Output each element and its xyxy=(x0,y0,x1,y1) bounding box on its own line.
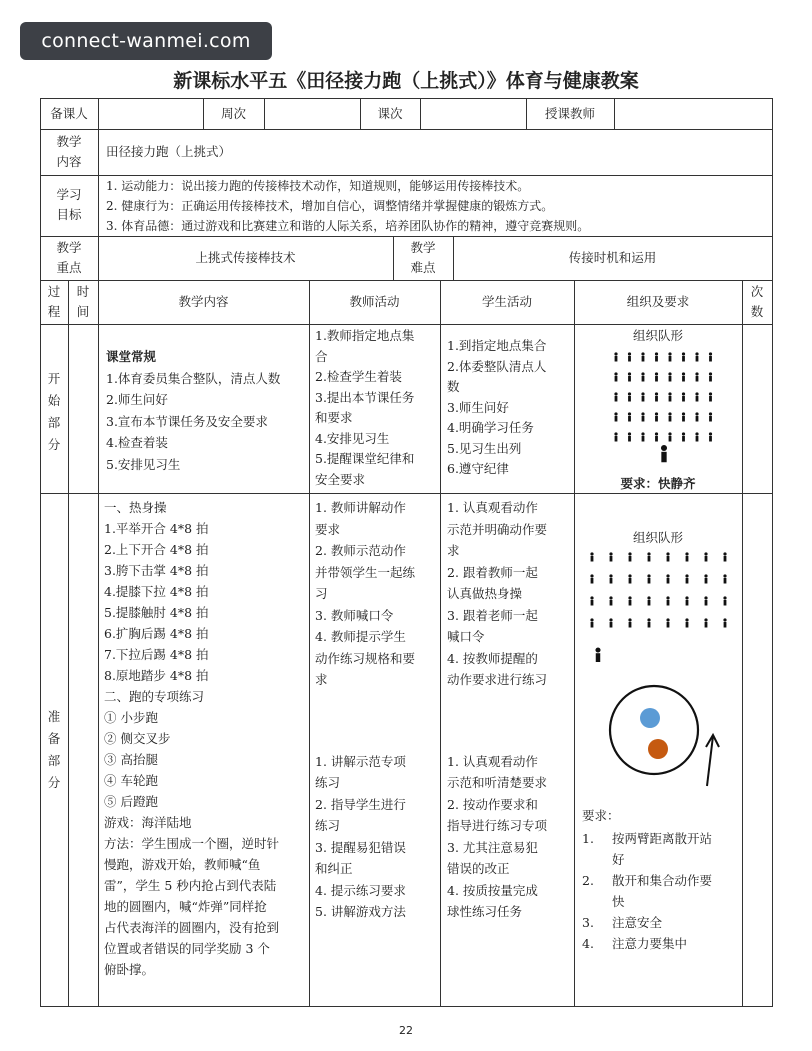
student-icon xyxy=(682,432,685,441)
lesson-label: 课次 xyxy=(377,106,403,121)
student-icon xyxy=(655,412,658,421)
student-icon xyxy=(641,392,644,401)
student-icon xyxy=(723,618,726,627)
student-icon xyxy=(614,432,617,441)
student-icon xyxy=(709,392,712,401)
col-time: 时 间 xyxy=(76,284,90,319)
student-icon xyxy=(655,392,658,401)
student-icon xyxy=(647,618,650,627)
prep-org-title: 组织队形 xyxy=(632,530,683,545)
student-icon xyxy=(641,432,644,441)
teacher-icon xyxy=(661,445,667,462)
requirement-item: 1. 按两臂距离散开站 好 xyxy=(582,831,713,867)
student-icon xyxy=(723,596,726,605)
col-count: 次 数 xyxy=(750,284,764,319)
student-icon xyxy=(682,392,685,401)
requirement-item: 3. 注意安全 xyxy=(582,915,663,930)
student-icon xyxy=(695,372,698,381)
student-icon xyxy=(590,596,593,605)
start-student-activities: 1.到指定地点集合 2.体委整队清点人 数 3.师生问好 4.明确学习任务 5.见习生出列 6.遵守纪律 xyxy=(447,338,547,476)
content-value: 田径接力跑（上挑式） xyxy=(106,144,232,159)
student-icon xyxy=(655,352,658,361)
prep-section-label: 准 备 部 分 xyxy=(47,709,61,790)
prep-requirements-list xyxy=(582,828,742,954)
col-organization: 组织及要求 xyxy=(626,294,690,309)
student-icon xyxy=(685,574,688,583)
week-label: 周次 xyxy=(220,106,246,121)
student-icon xyxy=(609,552,612,561)
goal-item: 1. 运动能力：说出接力跑的传接棒技术动作，知道规则，能够运用传接棒技术。 xyxy=(106,179,530,193)
game-circle-diagram xyxy=(574,680,742,800)
student-icon xyxy=(590,552,593,561)
start-org-requirement: 要求：快静齐 xyxy=(620,476,696,491)
student-icon xyxy=(668,372,671,381)
student-icon xyxy=(628,352,631,361)
col-teacher: 教师活动 xyxy=(349,294,400,309)
student-icon xyxy=(628,392,631,401)
student-icon xyxy=(709,352,712,361)
student-icon xyxy=(609,618,612,627)
student-icon xyxy=(614,392,617,401)
col-process: 过 程 xyxy=(47,284,61,319)
teacher-icon xyxy=(595,647,600,662)
prep-student-activities: 1. 认真观看动作 示范并明确动作要 求 2. 跟着教师一起 认真做热身操 3. 跟着老师一起 喊口令 4. 按教师提醒的 动作要求进行练习 1. 认真观看动作 示范和听清楚要求 2. 按动作要求和 指导进行练习专项 3. 尤其注意易犯 错误的改正 4. 按质按量完成 球性练习任务 xyxy=(447,500,548,919)
student-icon xyxy=(590,574,593,583)
col-content: 教学内容 xyxy=(178,294,229,309)
student-icon xyxy=(590,618,593,627)
student-icon xyxy=(709,372,712,381)
content-label: 教学 内容 xyxy=(56,134,82,169)
student-icon xyxy=(666,574,669,583)
student-icon xyxy=(695,432,698,441)
student-icon xyxy=(704,552,707,561)
student-icon xyxy=(682,372,685,381)
goal-item: 3. 体育品德：通过游戏和比赛建立和谐的人际关系，培养团队协作的精神，遵守竞赛规则。 xyxy=(106,219,590,233)
student-icon xyxy=(668,412,671,421)
key-points-label: 教学 重点 xyxy=(56,240,82,275)
difficulty-label: 教学 难点 xyxy=(410,240,436,275)
student-icon xyxy=(709,412,712,421)
student-icon xyxy=(655,432,658,441)
student-icon xyxy=(609,596,612,605)
student-icon xyxy=(723,574,726,583)
requirement-item: 4. 注意力要集中 xyxy=(582,936,688,951)
student-icon xyxy=(641,412,644,421)
student-icon xyxy=(682,412,685,421)
prep-requirements-title: 要求： xyxy=(582,808,620,823)
student-icon xyxy=(682,352,685,361)
teacher-label: 授课教师 xyxy=(544,106,595,121)
student-icon xyxy=(695,412,698,421)
student-icon xyxy=(628,596,631,605)
student-icon xyxy=(647,552,650,561)
start-content: 课堂常规 1.体育委员集合整队，清点人数 2.师生问好 3.宣布本节课任务及安全要求 4.检查着装 5.安排见习生 xyxy=(106,346,280,475)
student-icon xyxy=(628,618,631,627)
student-icon xyxy=(655,372,658,381)
student-icon xyxy=(614,412,617,421)
prep-formation-diagram xyxy=(574,548,742,668)
col-student: 学生活动 xyxy=(481,294,532,309)
student-icon xyxy=(666,552,669,561)
student-icon xyxy=(609,574,612,583)
start-section-label: 开 始 部 分 xyxy=(47,371,61,452)
page-title: 新课标水平五《田径接力跑（上挑式）》体育与健康教案 xyxy=(173,70,639,92)
student-icon xyxy=(666,596,669,605)
student-icon xyxy=(647,574,650,583)
student-icon xyxy=(709,432,712,441)
student-icon xyxy=(628,432,631,441)
student-icon xyxy=(647,596,650,605)
requirement-item: 2. 散开和集合动作要 快 xyxy=(582,873,713,909)
student-icon xyxy=(668,352,671,361)
page-number: 22 xyxy=(399,1024,413,1037)
preparer-label: 备课人 xyxy=(50,106,88,121)
student-icon xyxy=(704,574,707,583)
student-icon xyxy=(628,552,631,561)
student-icon xyxy=(628,412,631,421)
student-icon xyxy=(685,618,688,627)
student-icon xyxy=(704,618,707,627)
prep-teacher-activities: 1. 教师讲解动作 要求 2. 教师示范动作 并带领学生一起练 习 3. 教师喊口令 4. 教师提示学生 动作练习规格和要 求 1. 讲解示范专项 练习 2. 指导学生进行 练习 3. 提醒易犯错误 和纠正 4. 提示练习要求 5. 讲解游戏方法 xyxy=(315,500,416,919)
student-icon xyxy=(628,574,631,583)
goals-list xyxy=(106,176,589,236)
student-icon xyxy=(668,392,671,401)
game-outer-circle xyxy=(610,686,698,774)
student-icon xyxy=(641,372,644,381)
start-org-title: 组织队形 xyxy=(632,328,683,343)
student-icon xyxy=(614,352,617,361)
start-formation-diagram xyxy=(574,344,742,468)
student-icon xyxy=(628,372,631,381)
land-circle-blue xyxy=(640,708,660,728)
student-icon xyxy=(695,392,698,401)
student-icon xyxy=(685,552,688,561)
start-teacher-activities: 1.教师指定地点集 合 2.检查学生着装 3.提出本节课任务 和要求 4.安排见习生 5.提醒课堂纪律和 安全要求 xyxy=(315,328,415,487)
student-icon xyxy=(614,372,617,381)
student-icon xyxy=(723,552,726,561)
key-points-value: 上挑式传接棒技术 xyxy=(195,250,296,265)
start-content-heading: 课堂常规 xyxy=(106,349,157,364)
student-icon xyxy=(666,618,669,627)
difficulty-value: 传接时机和运用 xyxy=(568,250,657,265)
student-icon xyxy=(704,596,707,605)
goals-label: 学习 目标 xyxy=(56,187,82,222)
student-icon xyxy=(685,596,688,605)
student-icon xyxy=(641,352,644,361)
watermark: connect-wanmei.com xyxy=(20,22,272,60)
prep-content: 一、热身操 1.平举开合 4*8 拍 2.上下开合 4*8 拍 3.胯下击掌 4*8 拍 4.提膝下拉 4*8 拍 5.提膝触肘 4*8 拍 6.扩胸后踢 4*8 拍 7.下拉后踢 4*8 拍 8.原地踏步 4*8 拍 二、跑的专项练习 ① 小步跑 ② 侧交叉步 ③ 高抬腿 ④ 车轮跑 ⑤ 后蹬跑 游戏：海洋陆地 方法：学生围成一个圈，逆时针 慢跑，游戏开始，教师喊“鱼 雷”，学生 5 秒内抢占到代表陆 地的圆圈内，喊“炸弹”同样抢 占代表海洋的圆圈内，没有抢到 位置或者错误的同学奖励 3 个 俯卧撑。 xyxy=(104,500,280,977)
student-icon xyxy=(695,352,698,361)
goal-item: 2. 健康行为：正确运用传接棒技术，增加自信心，调整情绪并掌握健康的锻炼方式。 xyxy=(106,199,554,213)
student-icon xyxy=(668,432,671,441)
sea-circle-orange xyxy=(648,739,668,759)
